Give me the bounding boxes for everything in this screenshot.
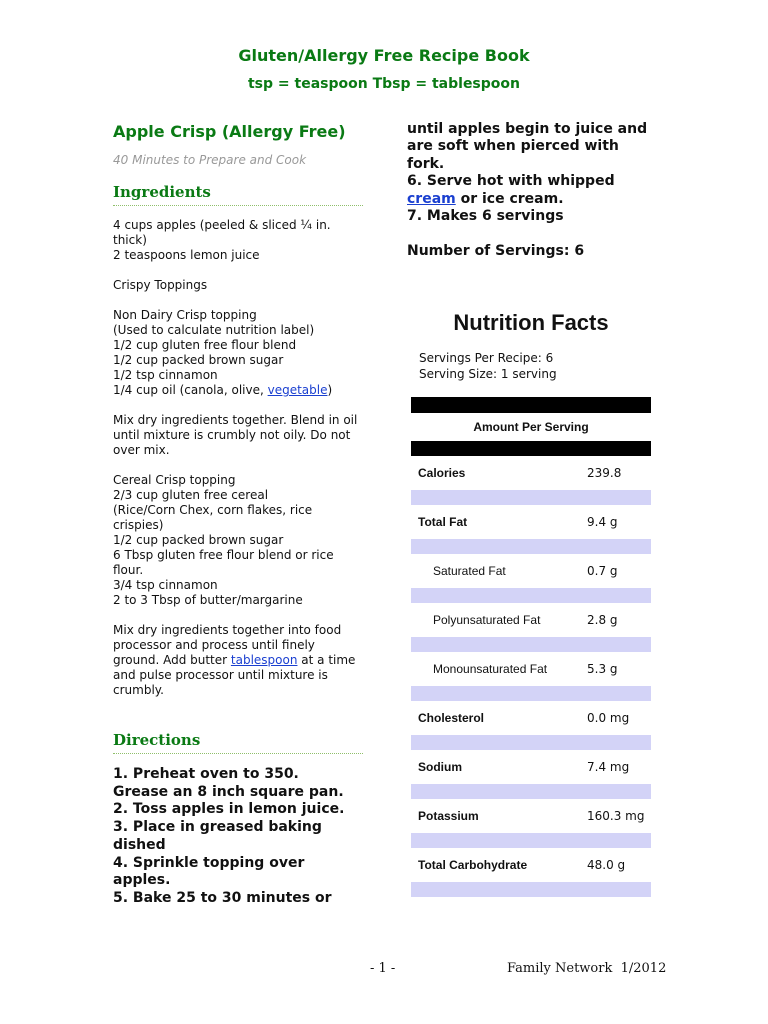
row-separator: [411, 539, 651, 554]
nutrition-row-cholesterol: [411, 701, 651, 735]
nutrition-divider-bar: [411, 441, 651, 456]
nutrient-label: Polyunsaturated Fat: [433, 613, 541, 627]
nutrition-row-polyunsaturated-fat: [411, 603, 651, 637]
row-separator: [411, 882, 651, 897]
ingredient-line: 3/4 tsp cinnamon: [113, 578, 218, 592]
nutrient-label: Calories: [418, 466, 466, 480]
nutrient-value: 160.3 mg: [587, 809, 645, 823]
direction-line: until apples begin to juice and: [407, 121, 648, 137]
row-separator: [411, 588, 651, 603]
direction-line: 2. Toss apples in lemon juice.: [113, 801, 345, 818]
directions-list: [113, 766, 363, 908]
ingredient-line-oil: [113, 383, 363, 398]
serving-size: Serving Size: 1 serving: [419, 367, 557, 381]
ingredient-line: (Rice/Corn Chex, corn flakes, rice crispies): [113, 503, 313, 532]
direction-line: are soft when pierced with: [407, 138, 619, 155]
ingredient-line: 1/2 cup packed brown sugar: [113, 353, 284, 367]
ingredient-block-cereal: [113, 473, 363, 608]
directions-heading: Directions: [113, 731, 363, 754]
ingredients-heading: Ingredients: [113, 183, 363, 206]
nutrient-value: 7.4 mg: [587, 760, 630, 774]
cream-link[interactable]: cream: [407, 190, 456, 207]
nutrition-facts-title: Nutrition Facts: [453, 310, 609, 335]
nutrient-label: Total Fat: [418, 515, 468, 529]
right-column: [407, 121, 672, 259]
directions-continued: [407, 121, 672, 225]
vegetable-link[interactable]: vegetable: [267, 383, 328, 397]
direction-line: 5. Bake 25 to 30 minutes or: [113, 889, 332, 906]
nutrient-label: Saturated Fat: [433, 564, 506, 578]
amount-per-serving: Amount Per Serving: [473, 420, 589, 434]
row-separator: [411, 784, 651, 799]
ingredient-line: 1/2 cup packed brown sugar: [113, 533, 284, 547]
ingredient-subheading: Crispy Toppings: [113, 278, 208, 292]
nutrition-row-sodium: [411, 750, 651, 784]
processor-instructions: [113, 623, 363, 698]
nutrient-value: 0.7 g: [587, 564, 618, 578]
nutrient-value: 9.4 g: [587, 515, 618, 529]
ingredient-line: Non Dairy Crisp topping: [113, 308, 257, 322]
ingredient-line: 4 cups apples (peeled & sliced ¼ in. thick): [113, 218, 331, 247]
tablespoon-link[interactable]: tablespoon: [230, 653, 298, 667]
recipe-title: Apple Crisp (Allergy Free): [113, 122, 346, 141]
ingredient-line: Cereal Crisp topping: [113, 473, 236, 487]
processor-text: Mix dry ingredients together into food processor and process until finely ground. Add butter: [113, 623, 342, 667]
nutrient-value: 0.0 mg: [587, 711, 630, 725]
row-separator: [411, 833, 651, 848]
oil-text: 1/4 cup oil (canola, olive,: [113, 383, 268, 397]
nutrient-label: Potassium: [418, 809, 479, 823]
direction-line: fork.: [407, 155, 445, 172]
nutrient-label: Sodium: [418, 760, 462, 774]
cream-text: or ice cream.: [455, 190, 564, 207]
ingredient-line: 2 to 3 Tbsp of butter/margarine: [113, 593, 303, 607]
ingredients-list: [113, 218, 363, 698]
ingredient-line: 6 Tbsp gluten free flour blend or rice flour.: [113, 548, 334, 577]
row-separator: [411, 735, 651, 750]
prep-time: 40 Minutes to Prepare and Cook: [113, 153, 307, 167]
number-of-servings: Number of Servings: 6: [407, 243, 585, 260]
direction-line: 7. Makes 6 servings: [407, 208, 564, 225]
nutrition-row-total-carbohydrate: [411, 848, 651, 882]
ingredient-line: 2/3 cup gluten free cereal: [113, 488, 269, 502]
mix-instructions: Mix dry ingredients together. Blend in oil until mixture is crumbly not oily. Do not over mix.: [113, 413, 358, 457]
nutrient-value: 239.8: [587, 466, 622, 480]
processor-text-end: at a time and pulse processor until mixture is crumbly.: [113, 653, 356, 697]
direction-line: 1. Preheat oven to 350.: [113, 766, 299, 782]
ingredient-line: 1/2 tsp cinnamon: [113, 368, 218, 382]
nutrition-divider-bar: [411, 397, 651, 413]
nutrient-value: 48.0 g: [587, 858, 626, 872]
ingredient-line: 1/2 cup gluten free flour blend: [113, 338, 297, 352]
nutrition-serving-info: [419, 350, 557, 382]
direction-line: Grease an 8 inch square pan.: [113, 783, 344, 800]
row-separator: [411, 686, 651, 701]
nutrition-row-calories: [411, 456, 651, 490]
nutrition-row-total-fat: [411, 505, 651, 539]
nutrient-label: Cholesterol: [418, 711, 485, 725]
footer-network: Family Network 1/2012: [507, 961, 667, 976]
direction-line: 3. Place in greased baking dished: [113, 819, 322, 853]
oil-text-end: ): [327, 383, 333, 397]
ingredient-line: 2 teaspoons lemon juice: [113, 248, 260, 262]
page-number: - 1 -: [370, 961, 396, 976]
servings-per-recipe: Servings Per Recipe: 6: [419, 351, 554, 365]
nutrition-row-potassium: [411, 799, 651, 833]
direction-line-cream: [407, 191, 672, 208]
nutrient-value: 5.3 g: [587, 662, 618, 676]
nutrition-row-saturated-fat: [411, 554, 651, 588]
ingredient-block-apples: [113, 218, 363, 263]
nutrition-row-monounsaturated-fat: [411, 652, 651, 686]
nutrient-label: Total Carbohydrate: [418, 858, 528, 872]
ingredient-line: (Used to calculate nutrition label): [113, 323, 315, 337]
book-title: Gluten/Allergy Free Recipe Book: [238, 46, 530, 65]
nutrient-label: Monounsaturated Fat: [433, 662, 548, 676]
abbreviation-legend: tsp = teaspoon Tbsp = tablespoon: [247, 76, 520, 92]
direction-line: 6. Serve hot with whipped: [407, 173, 615, 190]
direction-line: 4. Sprinkle topping over apples.: [113, 854, 305, 889]
row-separator: [411, 637, 651, 652]
nutrient-value: 2.8 g: [587, 613, 618, 627]
ingredient-block-non-dairy: [113, 308, 363, 398]
nutrition-table: [411, 397, 651, 897]
left-column: [113, 122, 363, 908]
row-separator: [411, 490, 651, 505]
